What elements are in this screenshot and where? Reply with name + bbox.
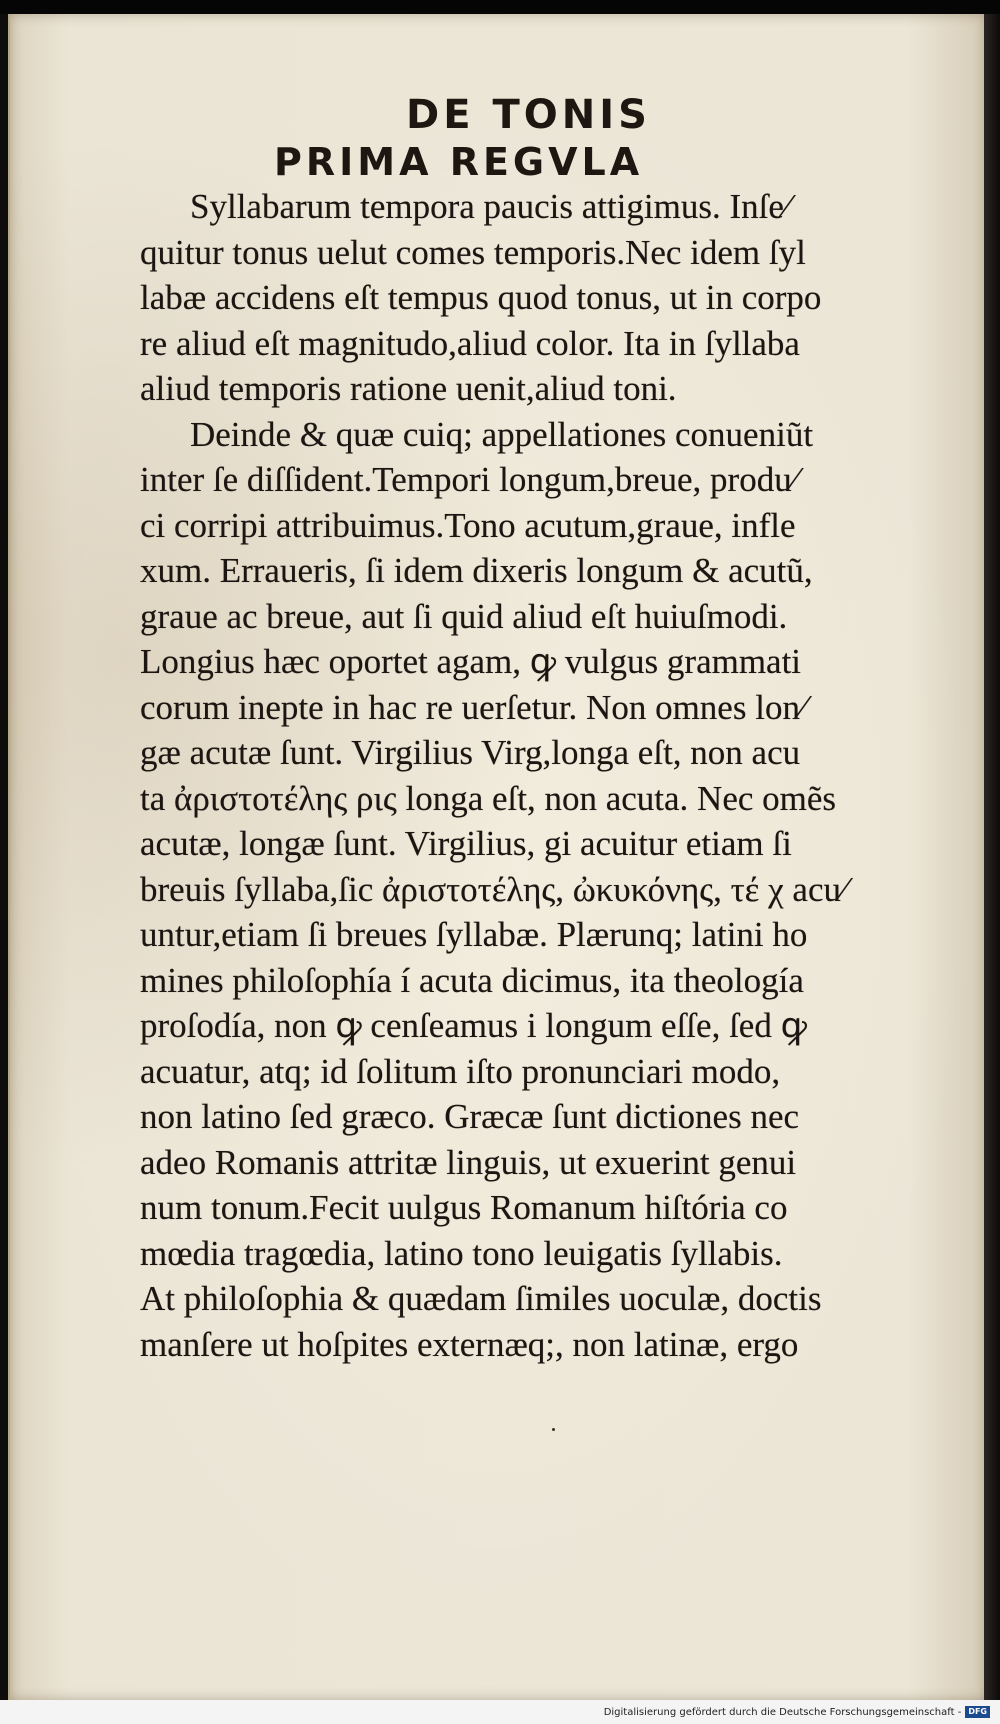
text-line: breuis ſyllaba,ſic ἀριστοτέλης, ὠκυκόνης, τέ χ acu⁄ xyxy=(140,869,847,909)
text-line: labæ accidens eſt tempus quod tonus, ut in corpo xyxy=(140,278,822,317)
digitization-credit xyxy=(604,1706,990,1718)
dfg-logo: DFG xyxy=(965,1706,990,1718)
text-line: ci corripi attribuimus.Tono acutum,graue, infle xyxy=(140,505,796,545)
text-line: At philoſophia & quædam ſimiles uoculæ, doctis xyxy=(140,1279,822,1318)
section-heading: PRIMA REGVLA xyxy=(274,140,644,184)
text-line: quitur tonus uelut comes temporis.Nec idem ſyl xyxy=(140,232,806,272)
text-line: graue ac breue, aut ſi quid aliud eſt huiuſmodi. xyxy=(140,596,788,636)
text-line: adeo Romanis attritæ linguis, ut exuerint genui xyxy=(140,1142,797,1182)
body-text xyxy=(140,184,930,1367)
text-line: num tonum.Fecit uulgus Romanum hiſtória co xyxy=(140,1188,788,1227)
text-line: Longius hæc oportet agam, ꝙ vulgus grammati xyxy=(140,642,802,681)
ink-speck xyxy=(552,1428,555,1431)
text-line: Deinde & quæ cuiq; appellationes conueniũt xyxy=(190,414,814,454)
chapter-heading: DE TONIS xyxy=(406,92,651,138)
text-line: corum inepte in hac re uerſetur. Non omnes lon⁄ xyxy=(140,687,806,727)
text-line: acutæ, longæ ſunt. Virgilius, gi acuitur etiam ſi xyxy=(140,824,792,863)
text-line: non latino ſed græco. Græcæ ſunt dictiones nec xyxy=(140,1097,800,1136)
text-line: ta ἀριστοτέλης ρις longa eſt, non acuta. Nec omẽs xyxy=(140,778,837,818)
text-line: Syllabarum tempora paucis attigimus. Inſe⁄ xyxy=(190,187,790,226)
text-line: proſodía, non ꝙ cenſeamus i longum eſſe, ſed ꝙ xyxy=(140,1006,807,1045)
text-line: xum. Erraueris, ſi idem dixeris longum & acutũ, xyxy=(140,551,813,590)
text-line: aliud temporis ratione uenit,aliud toni. xyxy=(140,369,677,408)
text-line: mines philoſophía í acuta dicimus, ita theología xyxy=(140,960,804,1000)
text-line: mœdia tragœdia, latino tono leuigatis ſyllabis. xyxy=(140,1233,783,1273)
text-line: untur,etiam ſi breues ſyllabæ. Plærunq; latini ho xyxy=(140,915,808,954)
credit-text: Digitalisierung gefördert durch die Deutsche Forschungsgemeinschaft - xyxy=(603,1706,962,1718)
page-edge-shadow xyxy=(984,14,1000,1700)
text-line: inter ſe diſſident.Tempori longum,breue, produ⁄ xyxy=(140,460,798,499)
text-line: re aliud eſt magnitudo,aliud color. Ita in ſyllaba xyxy=(140,323,800,363)
text-line: manſere ut hoſpites externæq;, non latinæ, ergo xyxy=(140,1324,799,1364)
text-line: acuatur, atq; id ſolitum iſto pronunciari modo, xyxy=(140,1051,781,1091)
scan-top-border xyxy=(0,0,1000,14)
text-line: gæ acutæ ſunt. Virgilius Virg,longa eſt, non acu xyxy=(140,733,801,772)
